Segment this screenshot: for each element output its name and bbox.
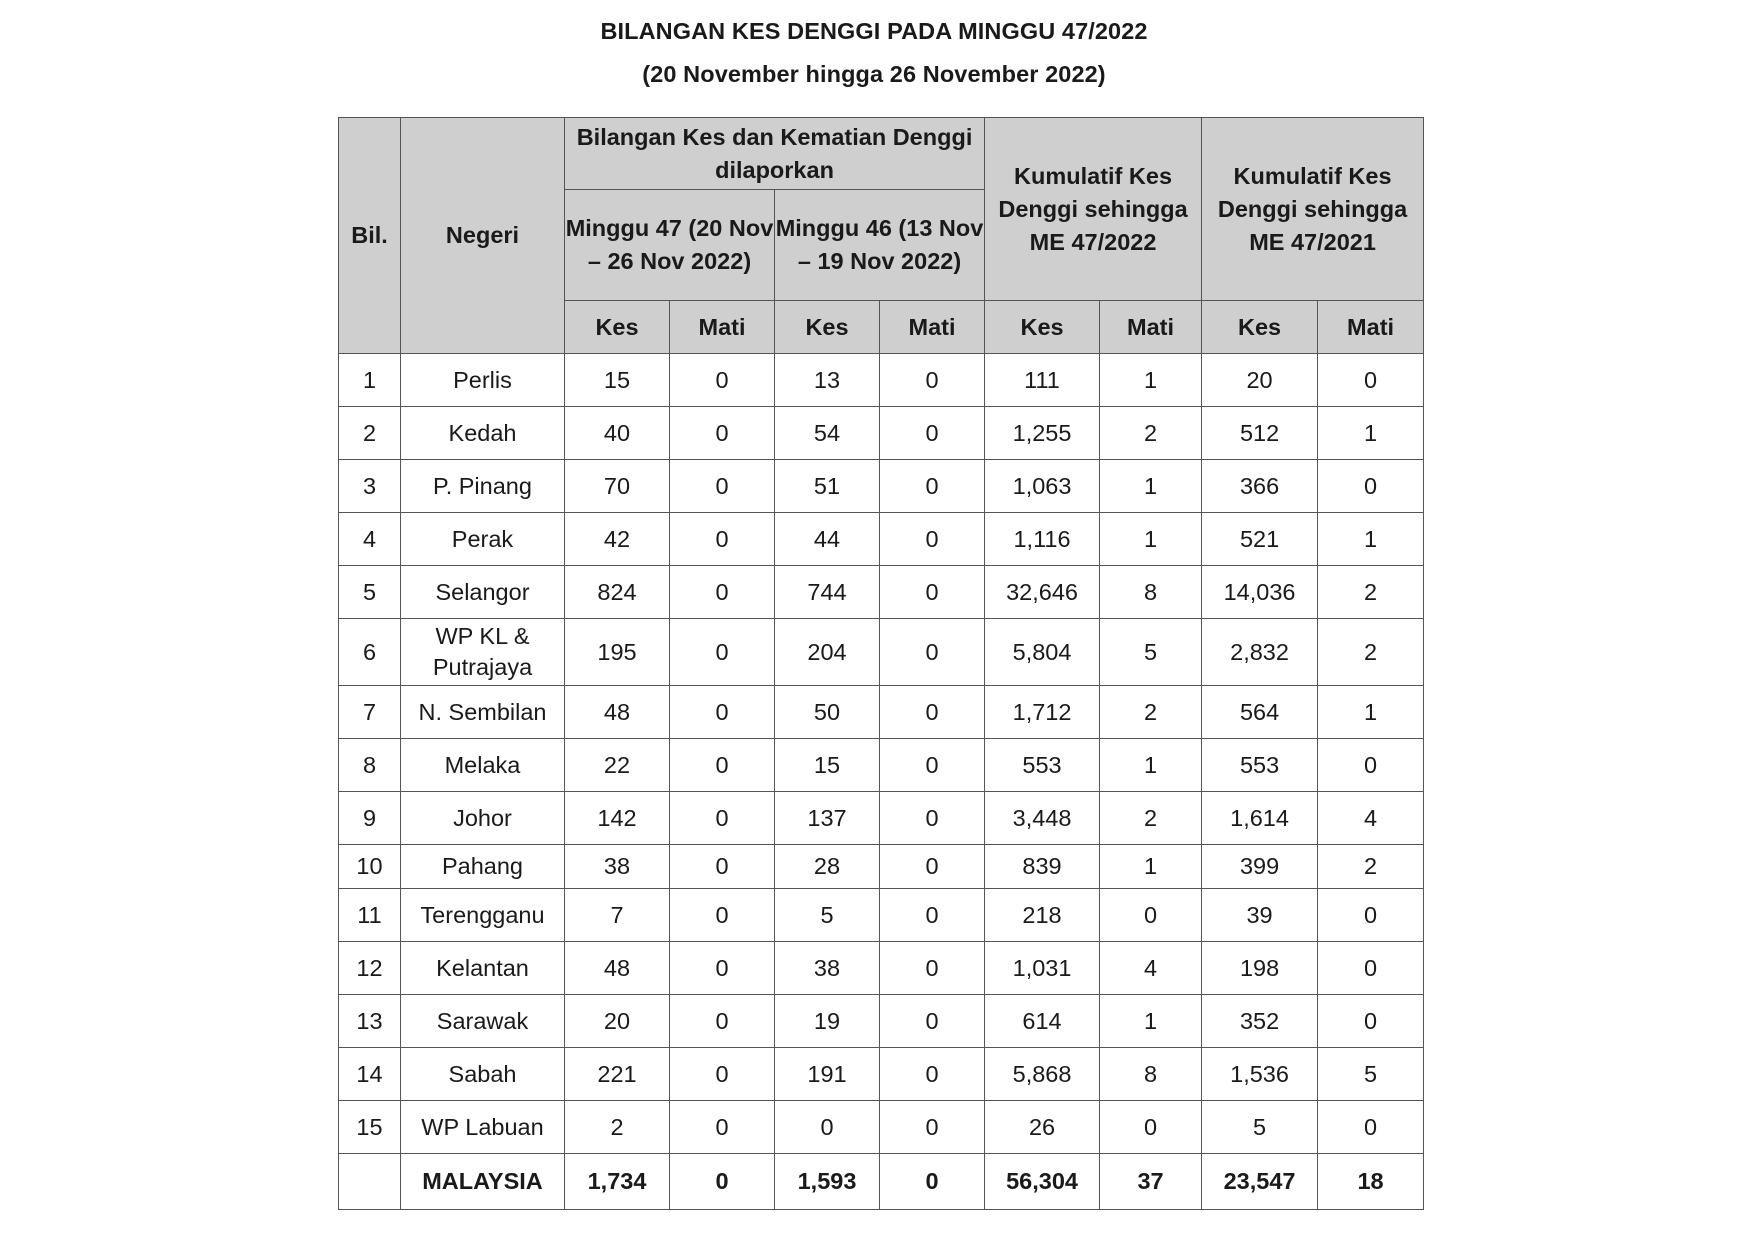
cell-minggu46-mati: 0 xyxy=(880,566,985,619)
cell-bil: 2 xyxy=(339,407,401,460)
cell-minggu46-kes: 13 xyxy=(775,354,880,407)
cell-kumulatif-2022-kes: 614 xyxy=(985,995,1100,1048)
cell-kumulatif-2021-kes: 1,614 xyxy=(1202,792,1318,845)
cell-bil: 14 xyxy=(339,1048,401,1101)
cell-minggu47-kes: 142 xyxy=(565,792,670,845)
header-week-47: Minggu 47 (20 Nov – 26 Nov 2022) xyxy=(565,190,775,301)
cell-kumulatif-2022-kes: 32,646 xyxy=(985,566,1100,619)
cell-minggu47-mati: 0 xyxy=(670,792,775,845)
cell-kumulatif-2021-mati: 2 xyxy=(1318,845,1424,889)
cell-minggu46-mati: 0 xyxy=(880,845,985,889)
page-subtitle: (20 November hingga 26 November 2022) xyxy=(642,61,1106,87)
cell-kumulatif-2021-mati: 2 xyxy=(1318,619,1424,686)
cell-bil: 9 xyxy=(339,792,401,845)
cell-kumulatif-2022-kes: 1,063 xyxy=(985,460,1100,513)
cell-minggu46-mati: 0 xyxy=(880,407,985,460)
cell-kumulatif-2021-mati: 2 xyxy=(1318,566,1424,619)
cell-minggu47-kes: 48 xyxy=(565,942,670,995)
cell-kumulatif-2021-mati: 0 xyxy=(1318,995,1424,1048)
cell-negeri: Johor xyxy=(401,792,565,845)
total-kumulatif-2022-kes: 56,304 xyxy=(985,1154,1100,1210)
cell-negeri: Melaka xyxy=(401,739,565,792)
cell-minggu47-mati: 0 xyxy=(670,942,775,995)
cell-kumulatif-2021-mati: 0 xyxy=(1318,1101,1424,1154)
cell-minggu47-mati: 0 xyxy=(670,407,775,460)
subheader-mati: Mati xyxy=(670,301,775,354)
cell-bil: 7 xyxy=(339,686,401,739)
cell-kumulatif-2022-kes: 1,116 xyxy=(985,513,1100,566)
cell-kumulatif-2022-mati: 1 xyxy=(1100,995,1202,1048)
cell-kumulatif-2022-kes: 5,868 xyxy=(985,1048,1100,1101)
cell-minggu47-mati: 0 xyxy=(670,513,775,566)
cell-minggu47-kes: 48 xyxy=(565,686,670,739)
cell-bil: 3 xyxy=(339,460,401,513)
cell-minggu46-mati: 0 xyxy=(880,995,985,1048)
cell-kumulatif-2021-kes: 352 xyxy=(1202,995,1318,1048)
header-week-46: Minggu 46 (13 Nov – 19 Nov 2022) xyxy=(775,190,985,301)
header-cumulative-2022: Kumulatif Kes Denggi sehingga ME 47/2022 xyxy=(985,118,1202,301)
cell-bil: 5 xyxy=(339,566,401,619)
cell-minggu47-kes: 42 xyxy=(565,513,670,566)
cell-kumulatif-2022-kes: 1,255 xyxy=(985,407,1100,460)
cell-minggu47-kes: 20 xyxy=(565,995,670,1048)
cell-minggu46-mati: 0 xyxy=(880,1048,985,1101)
cell-minggu47-kes: 221 xyxy=(565,1048,670,1101)
cell-kumulatif-2021-kes: 14,036 xyxy=(1202,566,1318,619)
cell-kumulatif-2021-mati: 0 xyxy=(1318,942,1424,995)
table-row xyxy=(339,845,1424,889)
cell-kumulatif-2021-kes: 564 xyxy=(1202,686,1318,739)
cell-minggu46-mati: 0 xyxy=(880,889,985,942)
cell-kumulatif-2022-mati: 2 xyxy=(1100,792,1202,845)
total-kumulatif-2021-mati: 18 xyxy=(1318,1154,1424,1210)
cell-kumulatif-2022-kes: 839 xyxy=(985,845,1100,889)
cell-kumulatif-2021-mati: 1 xyxy=(1318,513,1424,566)
table-row xyxy=(339,686,1424,739)
cell-minggu46-mati: 0 xyxy=(880,1101,985,1154)
cell-negeri: Sabah xyxy=(401,1048,565,1101)
cell-minggu47-mati: 0 xyxy=(670,566,775,619)
table-row xyxy=(339,407,1424,460)
cell-minggu47-kes: 22 xyxy=(565,739,670,792)
cell-minggu47-kes: 824 xyxy=(565,566,670,619)
cell-kumulatif-2021-kes: 399 xyxy=(1202,845,1318,889)
cell-minggu47-mati: 0 xyxy=(670,619,775,686)
cell-kumulatif-2021-mati: 5 xyxy=(1318,1048,1424,1101)
cell-negeri: WP Labuan xyxy=(401,1101,565,1154)
cell-minggu47-mati: 0 xyxy=(670,1048,775,1101)
cell-negeri: P. Pinang xyxy=(401,460,565,513)
table-row xyxy=(339,460,1424,513)
total-minggu46-mati: 0 xyxy=(880,1154,985,1210)
table-row xyxy=(339,566,1424,619)
total-bil xyxy=(339,1154,401,1210)
cell-bil: 6 xyxy=(339,619,401,686)
cell-kumulatif-2022-mati: 8 xyxy=(1100,566,1202,619)
cell-minggu47-mati: 0 xyxy=(670,739,775,792)
table-row xyxy=(339,354,1424,407)
table-row xyxy=(339,1101,1424,1154)
cell-negeri: Selangor xyxy=(401,566,565,619)
cell-minggu47-kes: 7 xyxy=(565,889,670,942)
cell-minggu46-kes: 54 xyxy=(775,407,880,460)
cell-kumulatif-2022-kes: 1,031 xyxy=(985,942,1100,995)
table-row xyxy=(339,995,1424,1048)
cell-kumulatif-2021-mati: 4 xyxy=(1318,792,1424,845)
table-body xyxy=(339,354,1424,1210)
cell-kumulatif-2022-mati: 1 xyxy=(1100,354,1202,407)
cell-kumulatif-2022-kes: 553 xyxy=(985,739,1100,792)
cell-bil: 8 xyxy=(339,739,401,792)
cell-kumulatif-2022-kes: 218 xyxy=(985,889,1100,942)
table-row xyxy=(339,513,1424,566)
subheader-kes: Kes xyxy=(565,301,670,354)
cell-kumulatif-2022-mati: 2 xyxy=(1100,686,1202,739)
cell-kumulatif-2021-kes: 39 xyxy=(1202,889,1318,942)
table-row xyxy=(339,1048,1424,1101)
header-group-reported: Bilangan Kes dan Kematian Denggi dilaporkan xyxy=(565,118,985,190)
cell-minggu46-kes: 204 xyxy=(775,619,880,686)
cell-minggu46-mati: 0 xyxy=(880,354,985,407)
cell-minggu47-mati: 0 xyxy=(670,845,775,889)
cell-kumulatif-2021-mati: 0 xyxy=(1318,739,1424,792)
cell-minggu46-kes: 38 xyxy=(775,942,880,995)
cell-kumulatif-2022-kes: 111 xyxy=(985,354,1100,407)
cell-minggu47-kes: 38 xyxy=(565,845,670,889)
cell-minggu46-mati: 0 xyxy=(880,513,985,566)
cell-minggu46-mati: 0 xyxy=(880,460,985,513)
cell-bil: 10 xyxy=(339,845,401,889)
header-bil: Bil. xyxy=(339,118,401,354)
cell-kumulatif-2022-kes: 5,804 xyxy=(985,619,1100,686)
total-minggu47-mati: 0 xyxy=(670,1154,775,1210)
total-kumulatif-2021-kes: 23,547 xyxy=(1202,1154,1318,1210)
total-minggu47-kes: 1,734 xyxy=(565,1154,670,1210)
cell-minggu47-kes: 195 xyxy=(565,619,670,686)
cell-bil: 12 xyxy=(339,942,401,995)
cell-kumulatif-2022-mati: 1 xyxy=(1100,513,1202,566)
dengue-cases-table xyxy=(338,117,1424,1210)
cell-negeri: Kedah xyxy=(401,407,565,460)
cell-minggu47-mati: 0 xyxy=(670,889,775,942)
cell-negeri: N. Sembilan xyxy=(401,686,565,739)
subheader-mati: Mati xyxy=(1318,301,1424,354)
cell-minggu46-kes: 191 xyxy=(775,1048,880,1101)
cell-minggu46-kes: 44 xyxy=(775,513,880,566)
table-row xyxy=(339,739,1424,792)
cell-kumulatif-2021-kes: 366 xyxy=(1202,460,1318,513)
cell-kumulatif-2022-mati: 1 xyxy=(1100,460,1202,513)
cell-bil: 15 xyxy=(339,1101,401,1154)
cell-minggu47-mati: 0 xyxy=(670,995,775,1048)
cell-kumulatif-2022-mati: 8 xyxy=(1100,1048,1202,1101)
cell-kumulatif-2021-mati: 0 xyxy=(1318,354,1424,407)
cell-kumulatif-2022-mati: 1 xyxy=(1100,739,1202,792)
cell-minggu46-kes: 137 xyxy=(775,792,880,845)
cell-kumulatif-2021-kes: 2,832 xyxy=(1202,619,1318,686)
cell-minggu46-kes: 5 xyxy=(775,889,880,942)
cell-kumulatif-2022-mati: 0 xyxy=(1100,1101,1202,1154)
header-cumulative-2021: Kumulatif Kes Denggi sehingga ME 47/2021 xyxy=(1202,118,1424,301)
total-row xyxy=(339,1154,1424,1210)
total-minggu46-kes: 1,593 xyxy=(775,1154,880,1210)
subheader-kes: Kes xyxy=(985,301,1100,354)
cell-kumulatif-2021-kes: 553 xyxy=(1202,739,1318,792)
cell-kumulatif-2021-mati: 1 xyxy=(1318,407,1424,460)
header-negeri: Negeri xyxy=(401,118,565,354)
cell-kumulatif-2022-mati: 5 xyxy=(1100,619,1202,686)
cell-minggu47-kes: 15 xyxy=(565,354,670,407)
cell-kumulatif-2022-mati: 1 xyxy=(1100,845,1202,889)
table-row xyxy=(339,942,1424,995)
cell-minggu47-mati: 0 xyxy=(670,1101,775,1154)
table-row xyxy=(339,619,1424,686)
subheader-mati: Mati xyxy=(1100,301,1202,354)
cell-kumulatif-2021-mati: 0 xyxy=(1318,889,1424,942)
cell-kumulatif-2021-kes: 20 xyxy=(1202,354,1318,407)
cell-minggu47-kes: 40 xyxy=(565,407,670,460)
cell-minggu46-kes: 28 xyxy=(775,845,880,889)
cell-kumulatif-2021-kes: 512 xyxy=(1202,407,1318,460)
cell-bil: 13 xyxy=(339,995,401,1048)
cell-negeri: Perak xyxy=(401,513,565,566)
cell-minggu46-kes: 744 xyxy=(775,566,880,619)
cell-minggu47-mati: 0 xyxy=(670,354,775,407)
cell-bil: 1 xyxy=(339,354,401,407)
cell-kumulatif-2022-kes: 26 xyxy=(985,1101,1100,1154)
cell-minggu46-kes: 51 xyxy=(775,460,880,513)
subheader-kes: Kes xyxy=(775,301,880,354)
cell-kumulatif-2021-kes: 198 xyxy=(1202,942,1318,995)
cell-kumulatif-2022-mati: 4 xyxy=(1100,942,1202,995)
cell-minggu46-kes: 50 xyxy=(775,686,880,739)
subheader-kes: Kes xyxy=(1202,301,1318,354)
cell-minggu47-kes: 70 xyxy=(565,460,670,513)
cell-minggu46-mati: 0 xyxy=(880,942,985,995)
total-negeri: MALAYSIA xyxy=(401,1154,565,1210)
cell-bil: 4 xyxy=(339,513,401,566)
cell-negeri: Terengganu xyxy=(401,889,565,942)
cell-minggu46-kes: 0 xyxy=(775,1101,880,1154)
total-kumulatif-2022-mati: 37 xyxy=(1100,1154,1202,1210)
cell-kumulatif-2021-mati: 1 xyxy=(1318,686,1424,739)
table-row xyxy=(339,889,1424,942)
subheader-mati: Mati xyxy=(880,301,985,354)
cell-negeri: Kelantan xyxy=(401,942,565,995)
cell-negeri: WP KL & Putrajaya xyxy=(401,619,565,686)
page-title: BILANGAN KES DENGGI PADA MINGGU 47/2022 xyxy=(600,18,1148,44)
cell-minggu46-mati: 0 xyxy=(880,619,985,686)
cell-bil: 11 xyxy=(339,889,401,942)
cell-kumulatif-2022-mati: 2 xyxy=(1100,407,1202,460)
cell-minggu46-mati: 0 xyxy=(880,686,985,739)
cell-kumulatif-2021-kes: 1,536 xyxy=(1202,1048,1318,1101)
cell-minggu47-mati: 0 xyxy=(670,686,775,739)
cell-negeri: Sarawak xyxy=(401,995,565,1048)
cell-minggu46-mati: 0 xyxy=(880,739,985,792)
cell-kumulatif-2021-kes: 5 xyxy=(1202,1101,1318,1154)
cell-negeri: Pahang xyxy=(401,845,565,889)
cell-minggu46-kes: 19 xyxy=(775,995,880,1048)
cell-minggu46-kes: 15 xyxy=(775,739,880,792)
cell-negeri: Perlis xyxy=(401,354,565,407)
cell-minggu46-mati: 0 xyxy=(880,792,985,845)
cell-kumulatif-2022-kes: 3,448 xyxy=(985,792,1100,845)
cell-minggu47-kes: 2 xyxy=(565,1101,670,1154)
cell-kumulatif-2021-mati: 0 xyxy=(1318,460,1424,513)
cell-kumulatif-2022-mati: 0 xyxy=(1100,889,1202,942)
cell-kumulatif-2022-kes: 1,712 xyxy=(985,686,1100,739)
cell-kumulatif-2021-kes: 521 xyxy=(1202,513,1318,566)
cell-minggu47-mati: 0 xyxy=(670,460,775,513)
table-row xyxy=(339,792,1424,845)
